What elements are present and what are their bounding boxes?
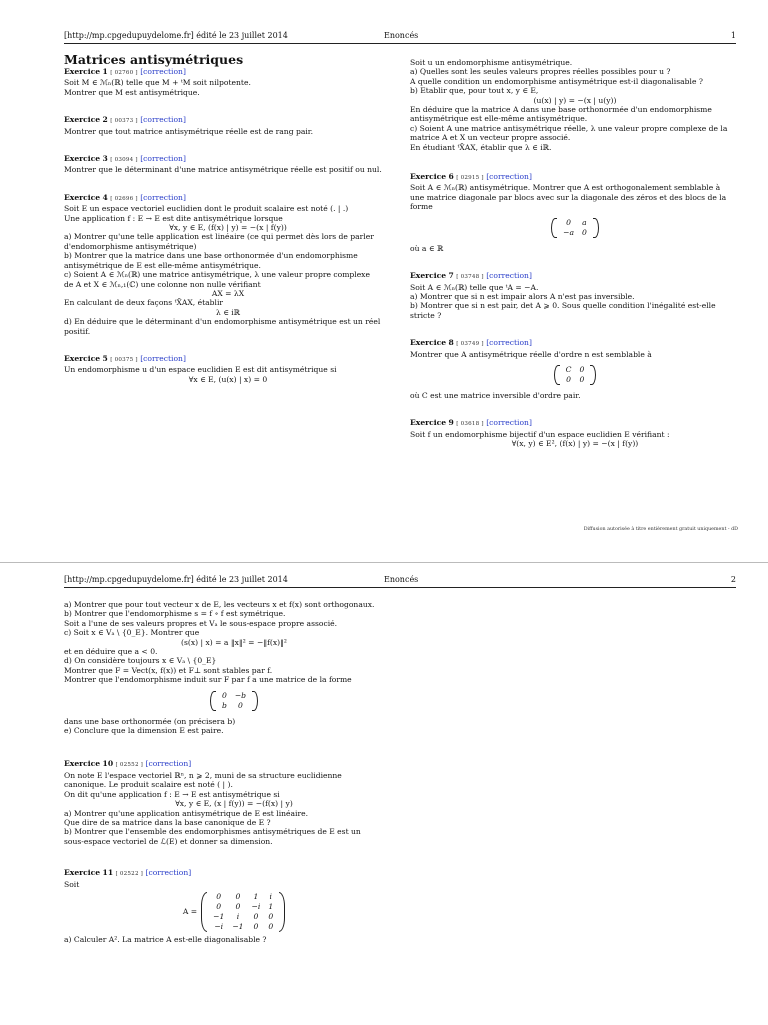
matrix-cell: 0 bbox=[238, 700, 243, 710]
exercise-word: Exercice bbox=[64, 759, 101, 769]
display-matrix bbox=[64, 691, 404, 711]
right-bracket bbox=[590, 365, 596, 385]
display-equation: (u(x) | y) = −(x | u(y)) bbox=[533, 95, 617, 105]
header-section: Enoncés bbox=[384, 575, 419, 584]
exercise-code: [ 02552 ] bbox=[115, 762, 144, 769]
header-section: Enoncés bbox=[384, 31, 419, 40]
matrix-entries bbox=[218, 691, 250, 711]
exercise-text: On note E l'espace vectoriel ℝⁿ, n ⩾ 2, muni de sa structure euclidienne bbox=[64, 770, 342, 780]
exercise-text: et en déduire que a < 0. bbox=[64, 647, 158, 657]
exercise-text: a) Montrer qu'une telle application est linéaire (ce qui permet dès lors de parler bbox=[64, 232, 374, 242]
exercise-heading bbox=[64, 115, 392, 126]
exercise-number: 2 bbox=[102, 115, 108, 125]
exercise-number: 5 bbox=[102, 353, 108, 363]
exercise-number: 1 bbox=[102, 67, 108, 76]
exercise-text: Une application f : E → E est dite antisymétrique lorsque bbox=[64, 213, 283, 223]
exercise-text: Montrer que F = Vect(x, f(x)) et F⊥ sont stables par f. bbox=[64, 665, 273, 675]
exercise-code: [ 00375 ] bbox=[110, 356, 138, 363]
exercise-text: Soit bbox=[64, 879, 80, 889]
exercise-text: d) En déduire que le déterminant d'un endomorphisme antisymétrique est un réel bbox=[64, 317, 381, 327]
exercise-text: antisymétrique est elle-même antisymétrique. bbox=[410, 114, 588, 124]
exercise-text: En calculant de deux façons ᵗX̄AX, établir bbox=[64, 298, 224, 308]
exercise-6 bbox=[410, 172, 740, 253]
matrix bbox=[554, 365, 597, 385]
exercise-text: Que dire de sa matrice dans la base canonique de E ? bbox=[64, 817, 271, 827]
exercise-text: antisymétrique de E est elle-même antisymétrique. bbox=[64, 260, 261, 270]
exercise-text: a) Montrer que pour tout vecteur x de E, les vecteurs x et f(x) sont orthogonaux. bbox=[64, 600, 375, 609]
right-bracket bbox=[593, 218, 599, 238]
exercise-text: e) Conclure que la dimension E est paire. bbox=[64, 726, 224, 736]
exercise-text: Soit a l'une de ses valeurs propres et Vₐ le sous-espace propre associé. bbox=[64, 618, 338, 628]
matrix-cell: −a bbox=[563, 227, 575, 237]
exercise-heading bbox=[410, 271, 740, 282]
header-site: [http://mp.cpgedupuydelome.fr] édité le 23 juillet 2014 bbox=[64, 575, 288, 584]
matrix-cell: 0 bbox=[235, 891, 241, 901]
exercise-text: Soit E un espace vectoriel euclidien dont le produit scalaire est noté (. | .) bbox=[64, 204, 349, 214]
exercise-text: Soit A ∈ ℳₙ(ℝ) antisymétrique. Montrer que A est orthogonalement semblable à bbox=[410, 183, 721, 193]
matrix-cell: 0 bbox=[579, 374, 585, 384]
exercise-text: Soit f un endomorphisme bijectif d'un espace euclidien E vérifiant : bbox=[410, 429, 670, 439]
exercise-word: Exercice bbox=[64, 353, 101, 363]
matrix-cell: i bbox=[269, 891, 272, 901]
exercise-text: b) Montrer que la matrice dans une base orthonormée d'un endomorphisme bbox=[64, 251, 358, 261]
exercise-text: En déduire que la matrice A dans une base orthonormée d'un endomorphisme bbox=[410, 105, 712, 115]
exercise-text: En étudiant ᵗX̄AX, établir que λ ∈ iℝ. bbox=[410, 142, 552, 152]
exercise-code: [ 03618 ] bbox=[456, 421, 484, 428]
exercise-8 bbox=[410, 338, 740, 400]
document-title: Matrices antisymétriques bbox=[64, 52, 244, 67]
correction-link[interactable]: [correction] bbox=[140, 353, 186, 363]
exercise-text: d) On considère toujours x ∈ Vₐ \ {0_E} bbox=[64, 656, 217, 666]
matrix-cell: 0 bbox=[268, 921, 274, 931]
display-equation: ∀x, y ∈ E, (f(x) | y) = −(x | f(y)) bbox=[169, 223, 287, 233]
exercise-code: [ 02522 ] bbox=[115, 871, 144, 878]
display-matrix bbox=[410, 365, 740, 385]
exercise-code: [ 02915 ] bbox=[456, 175, 484, 182]
matrix-cell: 0 bbox=[216, 901, 222, 911]
correction-link[interactable]: [correction] bbox=[486, 418, 532, 428]
exercise-text: positif. bbox=[64, 326, 91, 336]
matrix-entries bbox=[559, 218, 591, 238]
exercise-5 bbox=[64, 354, 392, 384]
exercise-heading bbox=[64, 354, 392, 365]
exercise-word: Exercice bbox=[410, 418, 447, 428]
exercise-word: Exercice bbox=[64, 67, 101, 76]
matrix-cell: 1 bbox=[268, 901, 274, 911]
correction-link[interactable]: [correction] bbox=[140, 154, 186, 164]
exercise-1 bbox=[64, 67, 392, 97]
matrix-cell: −i bbox=[214, 921, 224, 931]
exercise-text: b) Montrer que l'endomorphisme s = f ∘ f est symétrique. bbox=[64, 609, 286, 619]
exercise-text: b) Etablir que, pour tout x, y ∈ E, bbox=[410, 86, 539, 96]
right-column bbox=[410, 58, 740, 467]
matrix-cell: −b bbox=[234, 690, 247, 700]
exercise-4 bbox=[64, 193, 392, 336]
display-equation: ∀(x, y) ∈ E², (f(x) | y) = −(x | f(y)) bbox=[511, 439, 639, 449]
matrix bbox=[210, 691, 258, 711]
exercise-word: Exercice bbox=[64, 115, 101, 125]
display-equation: λ ∈ iℝ bbox=[215, 307, 240, 317]
exercise-text: canonique. Le produit scalaire est noté ( | ). bbox=[64, 780, 233, 790]
left-bracket bbox=[554, 365, 560, 385]
exercise-text: stricte ? bbox=[410, 310, 442, 320]
header-page-number: 1 bbox=[730, 31, 736, 40]
matrix-cell: 0 bbox=[566, 374, 571, 384]
correction-link[interactable]: [correction] bbox=[140, 115, 186, 125]
exercise-text: a) Quelles sont les seules valeurs propres réelles possibles pour u ? bbox=[410, 67, 671, 77]
exercise-text: Soit A ∈ ℳₙ(ℝ) telle que ᵗA = −A. bbox=[410, 282, 539, 292]
correction-link[interactable]: [correction] bbox=[486, 271, 532, 281]
matrix-cell: 0 bbox=[235, 901, 241, 911]
exercise-number: 6 bbox=[448, 172, 454, 182]
matrix-cell: 0 bbox=[579, 364, 585, 374]
exercise-text: c) Soient A une matrice antisymétrique réelle, λ une valeur propre complexe de la bbox=[410, 123, 728, 133]
exercise-3 bbox=[64, 154, 392, 175]
matrix bbox=[183, 892, 285, 932]
exercise-11 bbox=[64, 868, 404, 944]
exercise-code: [ 00373 ] bbox=[110, 118, 138, 125]
exercise-text: sous-espace vectoriel de ℒ(E) et donner sa dimension. bbox=[64, 836, 273, 846]
header-rule bbox=[64, 43, 736, 44]
exercise-text: c) Soit x ∈ Vₐ \ {0_E}. Montrer que bbox=[64, 628, 200, 638]
exercise-text: Un endomorphisme u d'un espace euclidien E est dit antisymétrique si bbox=[64, 365, 337, 375]
matrix-cell: C bbox=[565, 364, 572, 374]
right-bracket bbox=[252, 691, 258, 711]
correction-link[interactable]: [correction] bbox=[486, 338, 532, 348]
exercise-text: Montrer que tout matrice antisymétrique réelle est de rang pair. bbox=[64, 126, 314, 136]
matrix-entries bbox=[209, 892, 277, 932]
exercise-heading bbox=[410, 172, 740, 183]
exercise-number: 10 bbox=[102, 759, 114, 769]
exercise-heading bbox=[64, 67, 392, 78]
matrix-cell: 0 bbox=[582, 227, 587, 237]
footnote: Diffusion autorisée à titre entièrement gratuit uniquement - dD bbox=[583, 527, 738, 532]
exercise-text: On dit qu'une application f : E → E est antisymétrique si bbox=[64, 789, 280, 799]
matrix-cell: 0 bbox=[566, 217, 571, 227]
exercise-word: Exercice bbox=[410, 271, 447, 281]
exercise-heading bbox=[64, 193, 392, 204]
left-column bbox=[64, 52, 392, 402]
exercise-number: 11 bbox=[102, 868, 114, 878]
matrix-cell: a bbox=[582, 217, 587, 227]
display-equation: ∀x, y ∈ E, (x | f(y)) = −(f(x) | y) bbox=[175, 799, 293, 809]
exercise-code: [ 03749 ] bbox=[456, 341, 484, 348]
exercise-number: 7 bbox=[448, 271, 454, 281]
exercise-text: où C est une matrice inversible d'ordre pair. bbox=[410, 390, 581, 400]
matrix-cell: 0 bbox=[253, 921, 259, 931]
exercise-text: où a ∈ ℝ bbox=[410, 243, 444, 253]
matrix-entries bbox=[562, 365, 589, 385]
display-equation: (s(x) | x) = a ‖x‖² = −‖f(x)‖² bbox=[181, 637, 287, 647]
exercise-word: Exercice bbox=[64, 192, 101, 202]
exercise-text: matrice A et X un vecteur propre associé. bbox=[410, 133, 571, 143]
matrix bbox=[551, 218, 599, 238]
display-equation: AX = λX bbox=[211, 288, 245, 298]
header-site: [http://mp.cpgedupuydelome.fr] édité le 23 juillet 2014 bbox=[64, 31, 288, 40]
exercise-10 bbox=[64, 759, 404, 846]
exercise-code: [ 02760 ] bbox=[110, 70, 138, 76]
exercise-code: [ 02696 ] bbox=[110, 195, 138, 202]
left-bracket bbox=[201, 892, 207, 932]
exercise-text: dans une base orthonormée (on précisera b) bbox=[64, 716, 236, 726]
exercise-2 bbox=[64, 115, 392, 136]
exercise-code: [ 03748 ] bbox=[456, 274, 484, 281]
exercise-text: Montrer que le déterminant d'une matrice antisymétrique réelle est positif ou nul. bbox=[64, 165, 382, 175]
header-rule bbox=[64, 587, 736, 588]
exercise-code: [ 03094 ] bbox=[110, 157, 138, 164]
left-column bbox=[64, 600, 404, 962]
exercise-word: Exercice bbox=[64, 868, 101, 878]
document-page-2 bbox=[0, 562, 768, 1025]
exercise-text: Montrer que M est antisymétrique. bbox=[64, 87, 200, 97]
correction-link[interactable]: [correction] bbox=[145, 868, 192, 878]
exercise-heading bbox=[64, 154, 392, 165]
exercise-5-continued bbox=[410, 58, 740, 152]
correction-link[interactable]: [correction] bbox=[145, 759, 192, 769]
display-matrix bbox=[410, 218, 740, 238]
exercise-text: de A et X ∈ ℳₙ,₁(ℂ) une colonne non nulle vérifiant bbox=[64, 279, 261, 289]
exercise-9-continued bbox=[64, 600, 404, 735]
exercise-text: Montrer que l'endomorphisme induit sur F par f a une matrice de la forme bbox=[64, 675, 352, 685]
matrix-cell: 0 bbox=[216, 891, 222, 901]
left-bracket bbox=[210, 691, 216, 711]
display-equation: ∀x ∈ E, (u(x) | x) = 0 bbox=[188, 374, 268, 384]
exercise-text: A quelle condition un endomorphisme antisymétrique est-il diagonalisable ? bbox=[410, 76, 703, 86]
exercise-number: 9 bbox=[448, 418, 454, 428]
header-page-number: 2 bbox=[730, 575, 736, 584]
exercise-text: c) Soient A ∈ ℳₙ(ℝ) une matrice antisymétrique, λ une valeur propre complexe bbox=[64, 270, 370, 280]
matrix-cell: −1 bbox=[213, 911, 225, 921]
matrix-cell: −i bbox=[251, 901, 261, 911]
exercise-7 bbox=[410, 271, 740, 320]
exercise-9 bbox=[410, 418, 740, 448]
matrix-cell: 0 bbox=[268, 911, 274, 921]
display-matrix bbox=[64, 892, 404, 932]
exercise-text: d'endomorphisme antisymétrique) bbox=[64, 241, 197, 251]
exercise-number: 8 bbox=[448, 338, 454, 348]
matrix-cell: 0 bbox=[221, 690, 227, 700]
exercise-heading bbox=[410, 418, 740, 429]
correction-link[interactable]: [correction] bbox=[486, 172, 532, 182]
exercise-heading bbox=[64, 868, 404, 879]
correction-link[interactable]: [correction] bbox=[140, 192, 186, 202]
exercise-text: Soit M ∈ ℳₙ(ℝ) telle que M + ᵗM soit nilpotente. bbox=[64, 78, 251, 88]
exercise-heading bbox=[64, 759, 404, 770]
left-bracket bbox=[551, 218, 557, 238]
matrix-cell: i bbox=[236, 911, 240, 921]
exercise-text: b) Montrer que l'ensemble des endomorphismes antisymétriques de E est un bbox=[64, 827, 361, 837]
exercise-number: 4 bbox=[102, 192, 108, 202]
right-bracket bbox=[279, 892, 285, 932]
exercise-text: une matrice diagonale par blocs avec sur la diagonale des zéros et des blocs de la bbox=[410, 192, 727, 202]
exercise-text: a) Montrer que si n est impair alors A n'est pas inversible. bbox=[410, 291, 635, 301]
exercise-text: b) Montrer que si n est pair, det A ⩾ 0. Sous quelle condition l'inégalité est-elle bbox=[410, 301, 716, 311]
exercise-word: Exercice bbox=[410, 172, 447, 182]
matrix-cell: 0 bbox=[253, 911, 259, 921]
exercise-text: forme bbox=[410, 202, 433, 212]
exercise-word: Exercice bbox=[64, 154, 101, 164]
exercise-text: a) Calculer A². La matrice A est-elle diagonalisable ? bbox=[64, 934, 267, 944]
exercise-text: a) Montrer qu'une application antisymétrique de E est linéaire. bbox=[64, 808, 309, 818]
matrix-cell: b bbox=[221, 700, 227, 710]
exercise-number: 3 bbox=[102, 154, 108, 164]
matrix-cell: 1 bbox=[253, 891, 259, 901]
exercise-text: Montrer que A antisymétrique réelle d'ordre n est semblable à bbox=[410, 349, 652, 359]
matrix-label: A = bbox=[182, 907, 198, 917]
exercise-text: Soit u un endomorphisme antisymétrique. bbox=[410, 58, 573, 67]
exercise-word: Exercice bbox=[410, 338, 447, 348]
exercise-heading bbox=[410, 338, 740, 349]
correction-link[interactable]: [correction] bbox=[140, 67, 186, 76]
matrix-cell: −1 bbox=[232, 921, 244, 931]
